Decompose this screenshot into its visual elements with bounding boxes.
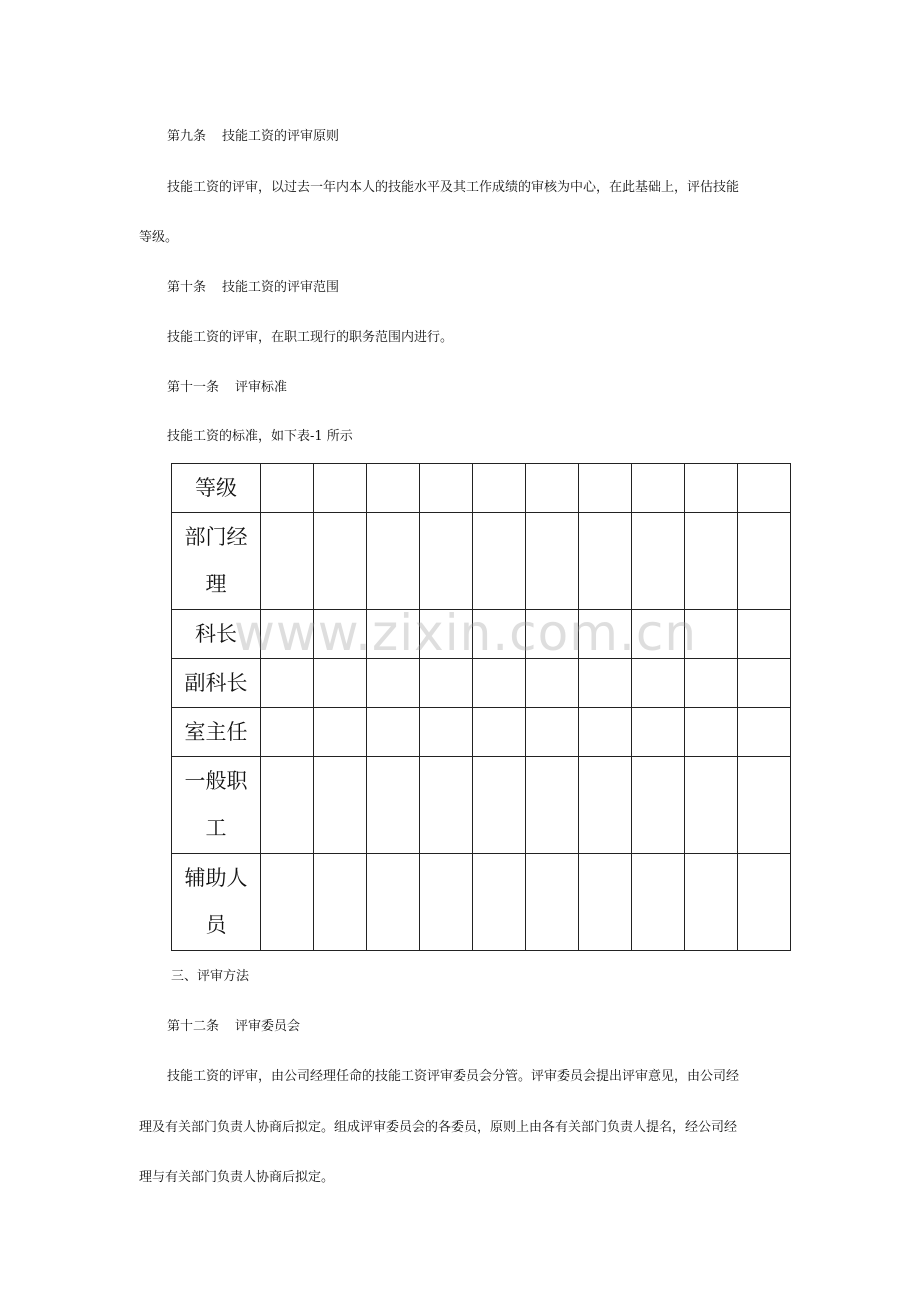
table-cell [314, 659, 367, 708]
article12-heading [167, 1019, 300, 1035]
table-cell [738, 513, 791, 610]
table-cell [261, 513, 314, 610]
table-cell [420, 659, 473, 708]
article12-body-line1: 技能工资的评审，由公司经理任命的技能工资评审委员会分管。评审委员会提出评审意见，由公司经 [167, 1069, 740, 1084]
table-cell [261, 659, 314, 708]
table-cell [367, 854, 420, 951]
table-cell [314, 464, 367, 513]
article11-number: 第十一条 [167, 380, 220, 395]
table-cell [420, 610, 473, 659]
article10-title: 技能工资的评审范围 [222, 280, 340, 295]
table-cell [738, 464, 791, 513]
table-cell [632, 757, 685, 854]
table-cell [526, 659, 579, 708]
table-row [172, 708, 791, 757]
table-cell [367, 513, 420, 610]
article10-heading [167, 280, 339, 296]
table-cell [314, 854, 367, 951]
table-cell [738, 757, 791, 854]
table-cell [526, 464, 579, 513]
watermark: www.zixin.com.cn [234, 604, 698, 662]
table-cell [579, 513, 632, 610]
table-row [172, 464, 791, 513]
table-cell [261, 757, 314, 854]
table-cell [367, 757, 420, 854]
table-row [172, 513, 791, 610]
table-cell [685, 659, 738, 708]
row-label-general-staff: 一般职工 [172, 757, 261, 854]
table-cell [632, 659, 685, 708]
table-cell [526, 708, 579, 757]
table-cell [632, 854, 685, 951]
table-cell [526, 610, 579, 659]
article12-title: 评审委员会 [235, 1019, 301, 1034]
table-cell [526, 854, 579, 951]
table-cell [579, 610, 632, 659]
table-cell [632, 708, 685, 757]
table-cell [261, 464, 314, 513]
table-cell [579, 757, 632, 854]
table-cell [685, 513, 738, 610]
row-label-auxiliary-staff: 辅助人员 [172, 854, 261, 951]
article11-body: 技能工资的标准，如下表-1 所示 [167, 429, 353, 444]
row-label-grade: 等级 [172, 464, 261, 513]
table-cell [261, 610, 314, 659]
table-row [172, 854, 791, 951]
section3-title: 三、评审方法 [171, 969, 250, 984]
article9-body-line2: 等级。 [139, 230, 179, 245]
table-cell [420, 708, 473, 757]
row-label-section-chief: 科长 [172, 610, 261, 659]
article12-body-line2: 理及有关部门负责人协商后拟定。组成评审委员会的各委员，原则上由各有关部门负责人提名，经公司经 [139, 1120, 738, 1135]
article9-title: 技能工资的评审原则 [222, 129, 340, 144]
table-cell [314, 610, 367, 659]
table-cell [314, 708, 367, 757]
row-label-office-director: 室主任 [172, 708, 261, 757]
table-cell [579, 659, 632, 708]
table-row [172, 659, 791, 708]
skill-wage-table [171, 463, 791, 951]
table-cell [367, 610, 420, 659]
table-cell [473, 464, 526, 513]
table-cell [473, 708, 526, 757]
table-cell [261, 708, 314, 757]
table-cell [738, 659, 791, 708]
table-cell [420, 854, 473, 951]
table-cell [420, 757, 473, 854]
table-cell [579, 708, 632, 757]
table-cell [738, 708, 791, 757]
table-cell [526, 757, 579, 854]
article9-number: 第九条 [167, 129, 207, 144]
table-cell [685, 757, 738, 854]
table-cell [473, 659, 526, 708]
table-cell [420, 464, 473, 513]
table-cell [685, 854, 738, 951]
article9-body-line1: 技能工资的评审，以过去一年内本人的技能水平及其工作成绩的审核为中心，在此基础上，评估技能 [167, 180, 740, 195]
table-cell [632, 610, 685, 659]
table-cell [685, 464, 738, 513]
article10-number: 第十条 [167, 280, 207, 295]
table-cell [738, 854, 791, 951]
table-cell [367, 464, 420, 513]
table-cell [314, 757, 367, 854]
row-label-department-manager: 部门经理 [172, 513, 261, 610]
table-cell [314, 513, 367, 610]
table-cell [738, 610, 791, 659]
article11-title: 评审标准 [235, 380, 288, 395]
article11-heading [167, 380, 287, 396]
article12-number: 第十二条 [167, 1019, 220, 1034]
table-cell [579, 854, 632, 951]
table-cell [261, 854, 314, 951]
table-cell [367, 659, 420, 708]
table-cell [367, 708, 420, 757]
table-cell [473, 854, 526, 951]
table-cell [632, 464, 685, 513]
table-cell [685, 708, 738, 757]
article9-heading [167, 129, 339, 145]
table-cell [473, 513, 526, 610]
table-cell [473, 757, 526, 854]
table-cell [685, 610, 738, 659]
table-cell [420, 513, 473, 610]
table-cell [579, 464, 632, 513]
article10-body: 技能工资的评审，在职工现行的职务范围内进行。 [167, 330, 454, 345]
table-row [172, 757, 791, 854]
article12-body-line3: 理与有关部门负责人协商后拟定。 [139, 1170, 335, 1185]
table-cell [473, 610, 526, 659]
table-cell [632, 513, 685, 610]
table-row [172, 610, 791, 659]
table-cell [526, 513, 579, 610]
row-label-deputy-section-chief: 副科长 [172, 659, 261, 708]
